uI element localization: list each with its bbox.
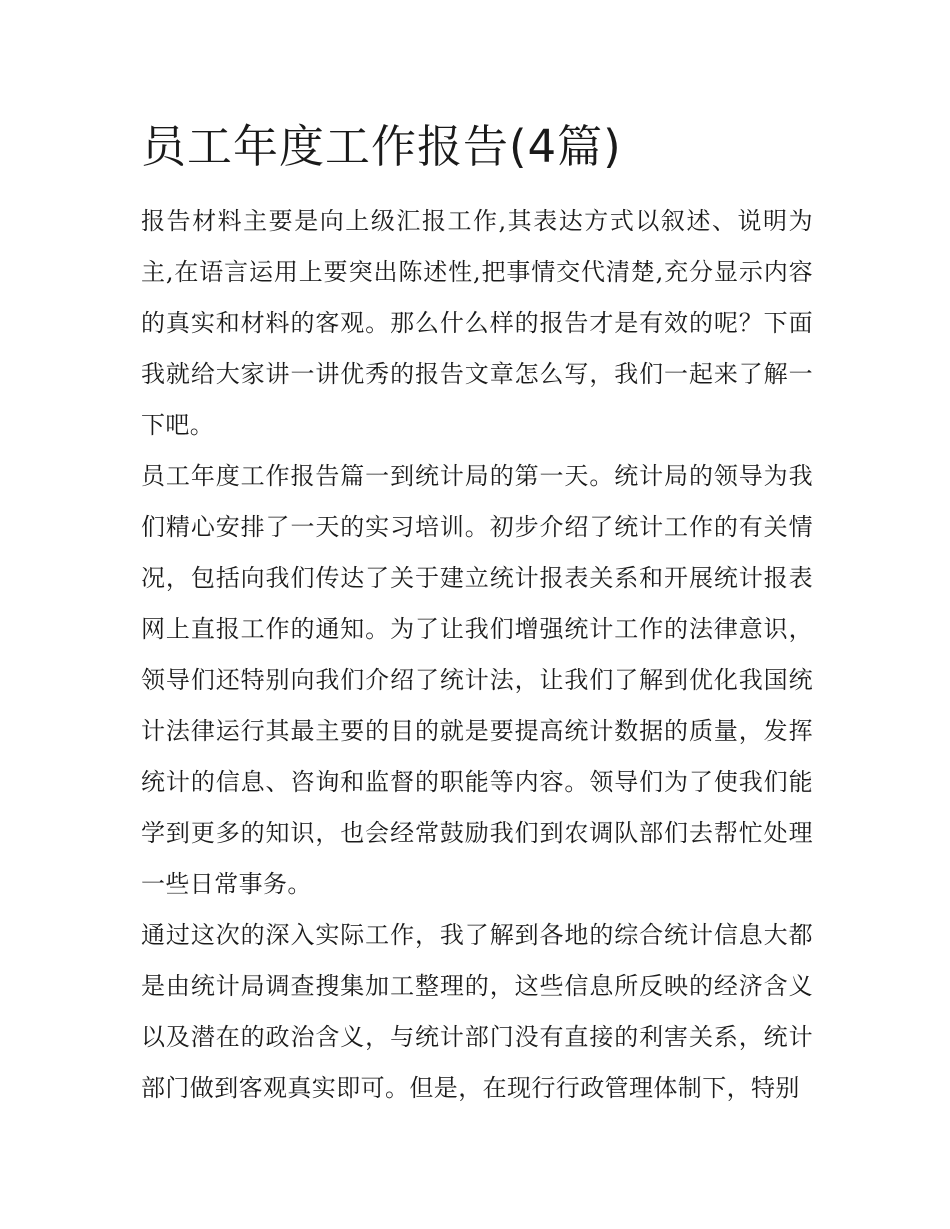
document-page [141, 112, 813, 1114]
document-title: 员工年度工作报告(4篇) [141, 120, 622, 173]
paragraph-article-one-continued: 通过这次的深入实际工作，我了解到各地的综合统计信息大都是由统计局调查搜集加工整理的，这些信息所反映的经济含义以及潜在的政治含义，与统计部门没有直接的利害关系，统计部门做到客观真实即可。但是，在现行行政管理体制下，特别 [141, 921, 813, 1102]
paragraph-article-one: 员工年度工作报告篇一到统计局的第一天。统计局的领导为我们精心安排了一天的实习培训。初步介绍了统计工作的有关情况，包括向我们传达了关于建立统计报表关系和开展统计报表网上直报工作的通知。为了让我们增强统计工作的法律意识，领导们还特别向我们介绍了统计法，让我们了解到优化我国统计法律运行其最主要的目的就是要提高统计数据的质量，发挥统计的信息、咨询和监督的职能等内容。领导们为了使我们能学到更多的知识，也会经常鼓励我们到农调队部们去帮忙处理一些日常事务。 [141, 462, 813, 898]
paragraph-intro: 报告材料主要是向上级汇报工作,其表达方式以叙述、说明为主,在语言运用上要突出陈述性,把事情交代清楚,充分显示内容的真实和材料的客观。那么什么样的报告才是有效的呢？下面我就给大家讲一讲优秀的报告文章怎么写，我们一起来了解一下吧。 [141, 207, 813, 439]
